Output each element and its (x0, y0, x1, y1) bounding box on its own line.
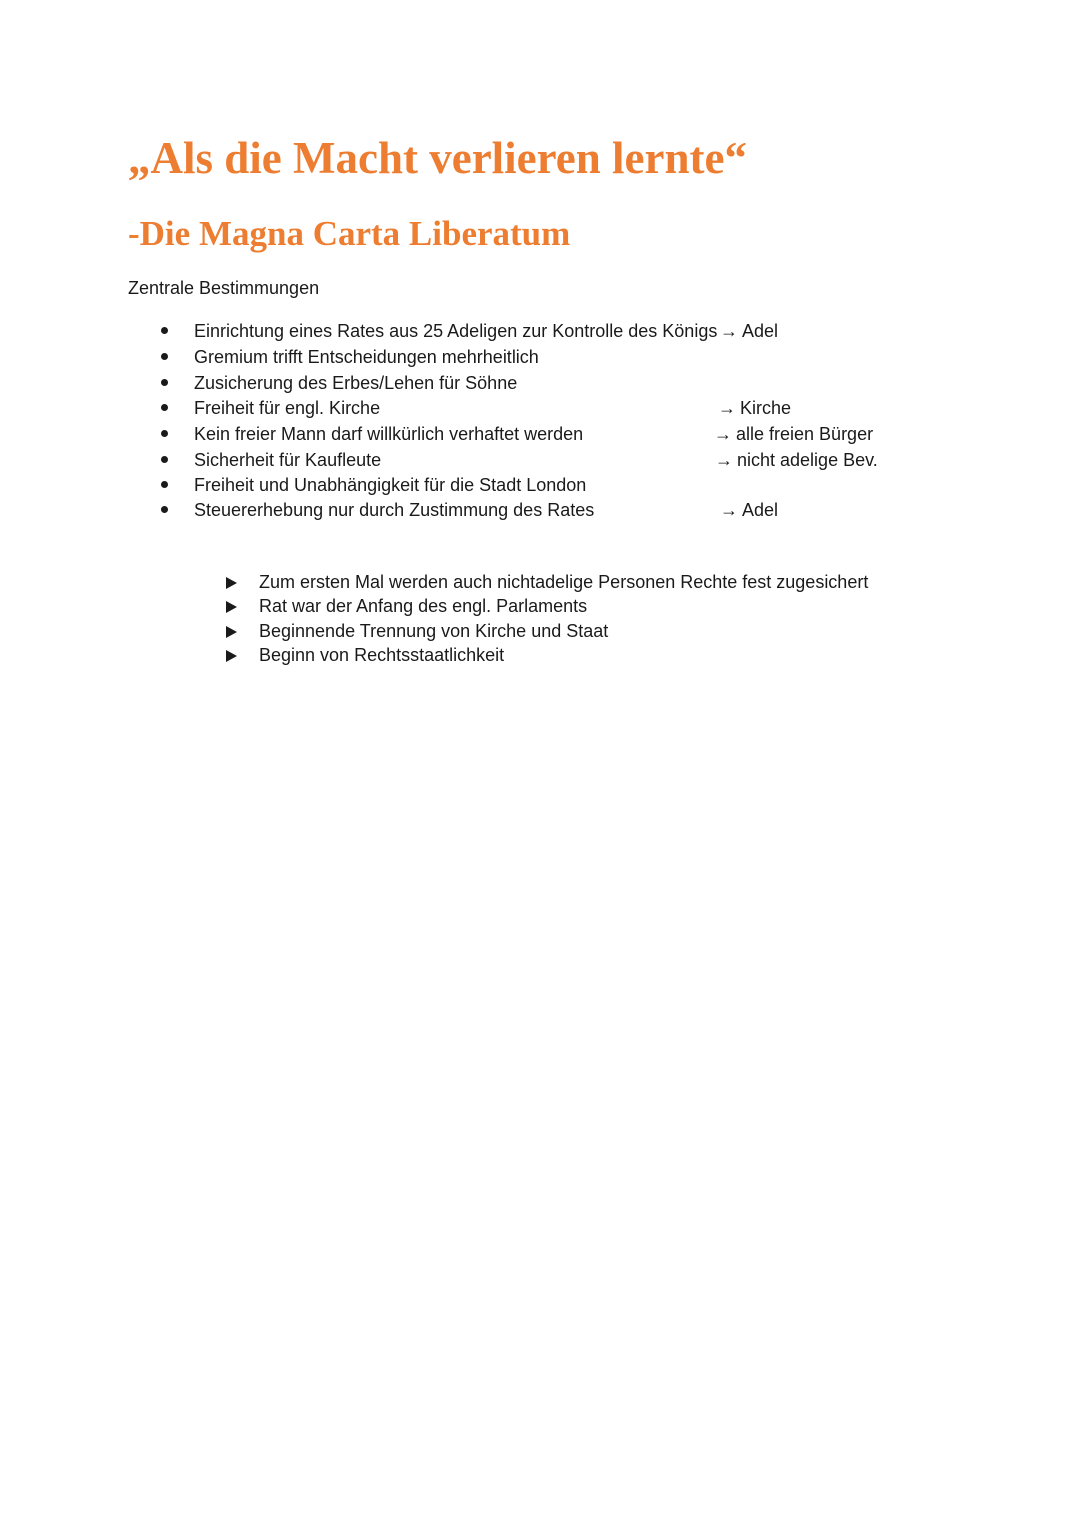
provision-note-label: Kirche (740, 398, 792, 418)
conclusion-item (0, 643, 1080, 668)
conclusion-text: Beginn von Rechtsstaatlichkeit (259, 645, 505, 665)
provision-text: Kein freier Mann darf willkürlich verhaftet werden (194, 424, 584, 444)
arrow-right-icon: → (715, 450, 733, 470)
provision-note (714, 421, 873, 447)
triangle-right-icon (226, 626, 237, 638)
arrow-right-icon: → (714, 424, 732, 444)
bullet-dot-icon (161, 430, 168, 437)
section-label: Zentrale Bestimmungen (128, 278, 320, 298)
provision-item (0, 395, 1080, 421)
bullet-dot-icon (161, 379, 168, 386)
conclusion-item (0, 570, 1080, 595)
provision-note-label: nicht adelige Bev. (737, 450, 878, 470)
provision-text: Freiheit für engl. Kirche (194, 398, 381, 418)
provision-item (0, 472, 1080, 498)
conclusion-text: Rat war der Anfang des engl. Parlaments (259, 596, 588, 616)
provision-text: Gremium trifft Entscheidungen mehrheitlich (194, 347, 539, 367)
bullet-dot-icon (161, 353, 168, 360)
triangle-right-icon (226, 577, 237, 589)
arrow-right-icon: → (720, 321, 738, 341)
provision-item (0, 344, 1080, 370)
provision-text: Steuererhebung nur durch Zustimmung des Rates (194, 500, 595, 520)
conclusion-text: Beginnende Trennung von Kirche und Staat (259, 621, 609, 641)
provision-note-label: Adel (742, 500, 779, 520)
conclusion-item (0, 619, 1080, 644)
triangle-right-icon (226, 601, 237, 613)
triangle-right-icon (226, 650, 237, 662)
bullet-dot-icon (161, 456, 168, 463)
bullet-dot-icon (161, 404, 168, 411)
arrow-right-icon: → (718, 398, 736, 418)
document-subtitle: -Die Magna Carta Liberatum (128, 214, 571, 253)
provision-text: Sicherheit für Kaufleute (194, 450, 382, 470)
provision-text: Zusicherung des Erbes/Lehen für Söhne (194, 373, 518, 393)
provision-text: Einrichtung eines Rates aus 25 Adeligen zur Kontrolle des Königs (194, 321, 718, 341)
provision-text: Freiheit und Unabhängigkeit für die Stadt London (194, 475, 587, 495)
arrow-right-icon: → (720, 500, 738, 520)
provision-note (720, 318, 778, 344)
provision-note (718, 395, 791, 421)
bullet-dot-icon (161, 327, 168, 334)
conclusion-text: Zum ersten Mal werden auch nichtadelige Personen Rechte fest zugesichert (259, 572, 869, 592)
bullet-dot-icon (161, 481, 168, 488)
provision-note (715, 447, 878, 473)
provision-item (0, 447, 1080, 473)
conclusion-item (0, 594, 1080, 619)
provision-note (720, 497, 778, 523)
provision-item (0, 318, 1080, 344)
document-title: „Als die Macht verlieren lernte“ (128, 133, 747, 183)
provision-note-label: Adel (742, 321, 779, 341)
provision-item (0, 421, 1080, 447)
bullet-dot-icon (161, 506, 168, 513)
provision-item (0, 497, 1080, 523)
provision-item (0, 370, 1080, 396)
provision-note-label: alle freien Bürger (736, 424, 874, 444)
